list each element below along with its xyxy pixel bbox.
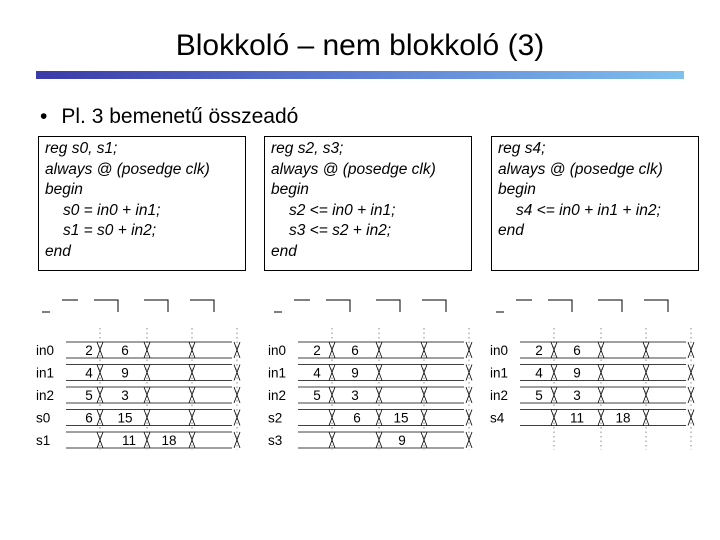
bullet-dot-icon: • bbox=[40, 105, 48, 128]
signal-row-s4 bbox=[490, 410, 694, 426]
title-underline-bar bbox=[36, 71, 684, 79]
signal-value: 2 bbox=[535, 343, 543, 358]
signal-value: 6 bbox=[85, 410, 93, 426]
signal-name: in0 bbox=[490, 343, 509, 358]
signal-value: 6 bbox=[351, 343, 359, 358]
signal-name: in2 bbox=[268, 388, 287, 403]
clock-signal bbox=[274, 300, 446, 312]
signal-name: in2 bbox=[36, 388, 55, 403]
signal-value: 15 bbox=[393, 410, 409, 426]
signal-value: 15 bbox=[117, 410, 133, 426]
signal-row-in2 bbox=[36, 387, 240, 403]
slide-title: Blokkoló – nem blokkoló (3) bbox=[175, 29, 545, 62]
signal-name: in0 bbox=[268, 343, 287, 358]
code-box-nonblocking-single-stage bbox=[491, 136, 699, 271]
signal-row-in0 bbox=[490, 342, 694, 358]
code-box-blocking bbox=[38, 136, 246, 271]
signal-name: in2 bbox=[490, 388, 509, 403]
clock-line bbox=[274, 300, 446, 312]
code-line: end bbox=[498, 222, 524, 239]
waveform-nonblocking-two-stage bbox=[264, 292, 484, 452]
signal-value: 11 bbox=[569, 410, 585, 426]
signal-value: 5 bbox=[85, 388, 93, 403]
code-line: s3 <= s2 + in2; bbox=[289, 222, 392, 239]
clock-signal bbox=[496, 300, 668, 312]
signal-name: s1 bbox=[36, 433, 51, 448]
signal-value: 4 bbox=[313, 365, 321, 381]
clock-line bbox=[42, 300, 214, 312]
signal-value: 5 bbox=[535, 388, 543, 403]
signal-value: 2 bbox=[85, 343, 93, 358]
signal-value: 11 bbox=[121, 433, 137, 448]
signal-row-in0 bbox=[36, 342, 240, 358]
code-line: always @ (posedge clk) bbox=[498, 160, 663, 178]
signal-name: s2 bbox=[268, 410, 283, 426]
signal-value: 3 bbox=[121, 388, 129, 403]
code-line: always @ (posedge clk) bbox=[271, 160, 436, 178]
code-line: begin bbox=[45, 181, 83, 198]
code-line: begin bbox=[498, 181, 536, 198]
signal-row-in2 bbox=[268, 387, 472, 403]
signal-name: in1 bbox=[490, 365, 509, 381]
code-line: reg s2, s3; bbox=[271, 140, 344, 157]
signal-value: 4 bbox=[535, 365, 543, 381]
signal-value: 9 bbox=[398, 433, 406, 448]
signal-value: 9 bbox=[573, 365, 581, 381]
signal-value: 5 bbox=[313, 388, 321, 403]
bullet-text: Pl. 3 bemenetű összeadó bbox=[61, 105, 299, 128]
signal-row-s2 bbox=[268, 410, 472, 426]
signal-value: 9 bbox=[351, 365, 359, 381]
code-line: reg s4; bbox=[498, 140, 546, 157]
signal-name: s0 bbox=[36, 410, 51, 426]
bullet-item bbox=[40, 104, 298, 130]
signal-value: 18 bbox=[161, 433, 177, 448]
clock-signal bbox=[42, 300, 214, 312]
signal-name: in0 bbox=[36, 343, 55, 358]
signal-value: 6 bbox=[353, 410, 361, 426]
code-line: end bbox=[45, 242, 71, 260]
signal-value: 3 bbox=[573, 388, 581, 403]
signal-value: 3 bbox=[351, 388, 359, 403]
signal-name: s3 bbox=[268, 433, 283, 448]
code-line: s0 = in0 + in1; bbox=[63, 201, 161, 219]
signal-row-s0 bbox=[36, 410, 240, 426]
signal-row-in1 bbox=[36, 365, 240, 381]
clock-line bbox=[496, 300, 668, 312]
signal-value: 4 bbox=[85, 365, 93, 381]
signal-name: in1 bbox=[36, 365, 55, 381]
signal-value: 6 bbox=[573, 343, 581, 358]
code-line: s4 <= in0 + in1 + in2; bbox=[516, 201, 661, 219]
waveform-blocking bbox=[32, 292, 252, 452]
code-box-nonblocking-two-stage bbox=[264, 136, 472, 271]
signal-value: 6 bbox=[121, 343, 129, 358]
signal-value: 2 bbox=[313, 343, 321, 358]
code-line: end bbox=[271, 242, 297, 260]
signal-name: in1 bbox=[268, 365, 287, 381]
signal-row-in1 bbox=[268, 365, 472, 381]
signal-row-in2 bbox=[490, 387, 694, 403]
signal-value: 18 bbox=[615, 410, 631, 426]
signal-row-s1 bbox=[36, 432, 240, 448]
waveform-nonblocking-single-stage bbox=[486, 292, 706, 452]
signal-name: s4 bbox=[490, 410, 505, 426]
signal-row-s3 bbox=[268, 432, 472, 448]
code-line: s1 = s0 + in2; bbox=[63, 222, 157, 239]
code-line: begin bbox=[271, 181, 309, 198]
signal-row-in0 bbox=[268, 342, 472, 358]
code-line: s2 <= in0 + in1; bbox=[289, 201, 396, 219]
signal-row-in1 bbox=[490, 365, 694, 381]
code-line: always @ (posedge clk) bbox=[45, 160, 210, 178]
signal-value: 9 bbox=[121, 365, 129, 381]
code-line: reg s0, s1; bbox=[45, 140, 118, 157]
